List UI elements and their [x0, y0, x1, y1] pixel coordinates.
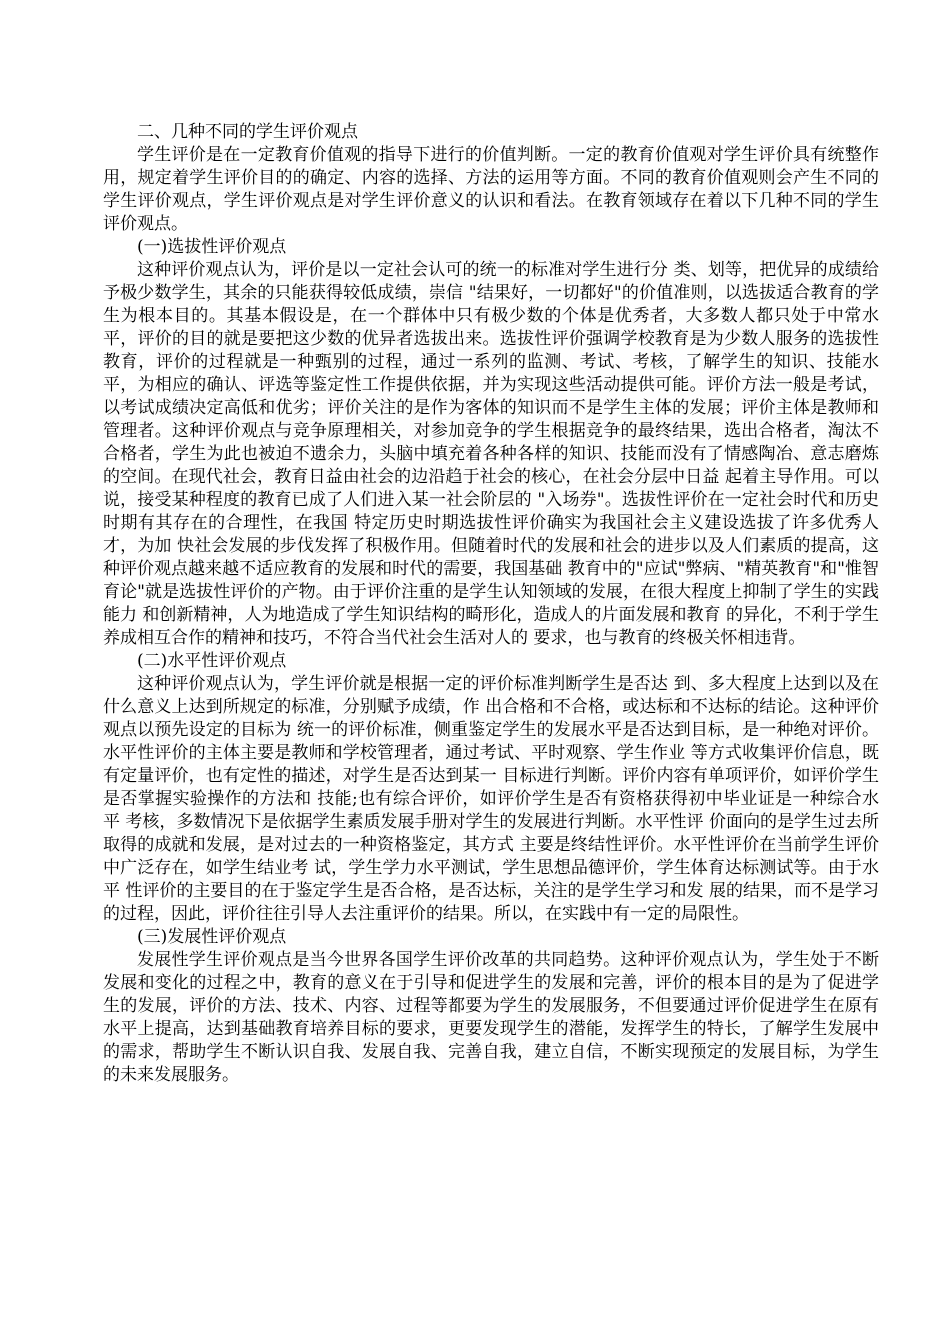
- section-title: 二、几种不同的学生评价观点: [137, 122, 358, 142]
- intro-paragraph: 学生评价是在一定教育价值观的指导下进行的价值判断。一定的教育价值观对学生评价具有统整作用，规定着学生评价目的的确定、内容的选择、方法的运用等方面。不同的教育价值观则会产生不同的学生评价观点，学生评价观点是对学生评价意义的认识和看法。在教育领域存在着以下几种不同的学生评价观点。: [103, 145, 879, 234]
- subsection-2-title: (二)水平性评价观点: [137, 651, 287, 671]
- subsection-3-paragraph: 发展性学生评价观点是当今世界各国学生评价改革的共同趋势。这种评价观点认为，学生处于不断发展和变化的过程之中，教育的意义在于引导和促进学生的发展和完善，评价的根本目的是为了促进学生的发展，评价的方法、技术、内容、过程等都要为学生的发展服务，不但要通过评价促进学生在原有水平上提高，达到基础教育培养目标的要求，更要发现学生的潜能，发挥学生的特长，了解学生发展中的需求，帮助学生不断认识自我、发展自我、完善自我，建立自信，不断实现预定的发展目标，为学生的未来发展服务。: [103, 950, 879, 1085]
- subsection-1-title: (一)选拔性评价观点: [137, 237, 287, 257]
- subsection-1-paragraph: 这种评价观点认为，评价是以一定社会认可的统一的标准对学生进行分 类、划等，把优异的成绩给予极少数学生，其余的只能获得较低成绩，崇信 "结果好，一切都好"的价值准则，以选拔适合教育的学生为根本目的。其基本假设是，在一个群体中只有极少数的个体是优秀者，大多数人都只处于中常水平，评价的目的就是要把这少数的优异者选拔出来。选拔性评价强调学校教育是为少数人服务的选拔性教育，评价的过程就是一种甄别的过程，通过一系列的监测、考试、考核，了解学生的知识、技能水平，为相应的确认、评选等鉴定性工作提供依据，并为实现这些活动提供可能。评价方法一般是考试，以考试成绩决定高低和优劣；评价关注的是作为客体的知识而不是学生主体的发展；评价主体是教师和管理者。这种评价观点与竞争原理相关，对参加竞争的学生根据竞争的最终结果，选出合格者，淘汰不合格者，学生为此也被迫不遗余力，头脑中填充着各种各样的知识、技能而没有了情感陶冶、意志磨炼的空间。在现代社会，教育日益由社会的边沿趋于社会的核心，在社会分层中日益 起着主导作用。可以说，接受某种程度的教育已成了人们进入某一社会阶层的 "入场券"。选拔性评价在一定社会时代和历史时期有其存在的合理性，在我国 特定历史时期选拔性评价确实为我国社会主义建设选拔了许多优秀人才，为加 快社会发展的步伐发挥了积极作用。但随着时代的发展和社会的进步以及人们素质的提高，这种评价观点越来越不适应教育的发展和时代的需要，我国基础 教育中的"应试"弊病、"精英教育"和"惟智育论"就是选拔性评价的产物。由于评价注重的是学生认知领域的发展，在很大程度上抑制了学生的实践能力 和创新精神，人为地造成了学生知识结构的畸形化，造成人的片面发展和教育 的异化，不利于学生养成相互合作的精神和技巧，不符合当代社会生活对人的 要求，也与教育的终极关怀相违背。: [103, 260, 879, 648]
- subsection-3-title: (三)发展性评价观点: [137, 927, 287, 947]
- document-page: [103, 121, 879, 1087]
- subsection-2-paragraph: 这种评价观点认为，学生评价就是根据一定的评价标准判断学生是否达 到、多大程度上达到以及在什么意义上达到所规定的标准，分别赋予成绩，作 出合格和不合格，或达标和不达标的结论。这种评价观点以预先设定的目标为 统一的评价标准，侧重鉴定学生的发展水平是否达到目标，是一种绝对评价。水平性评价的主体主要是教师和学校管理者，通过考试、平时观察、学生作业 等方式收集评价信息，既有定量评价，也有定性的描述，对学生是否达到某一 目标进行判断。评价内容有单项评价，如评价学生是否掌握实验操作的方法和 技能;也有综合评价，如评价学生是否有资格获得初中毕业证是一种综合水平 考核，多数情况下是依据学生素质发展手册对学生的发展进行判断。水平性评 价面向的是学生过去所取得的成就和发展，是对过去的一种资格鉴定，其方式 主要是终结性评价。水平性评价在当前学生评价中广泛存在，如学生结业考 试，学生学力水平测试，学生思想品德评价，学生体育达标测试等。由于水平 性评价的主要目的在于鉴定学生是否合格，是否达标，关注的是学生学习和发 展的结果，而不是学习的过程，因此，评价往往引导人去注重评价的结果。所以，在实践中有一定的局限性。: [103, 674, 879, 924]
